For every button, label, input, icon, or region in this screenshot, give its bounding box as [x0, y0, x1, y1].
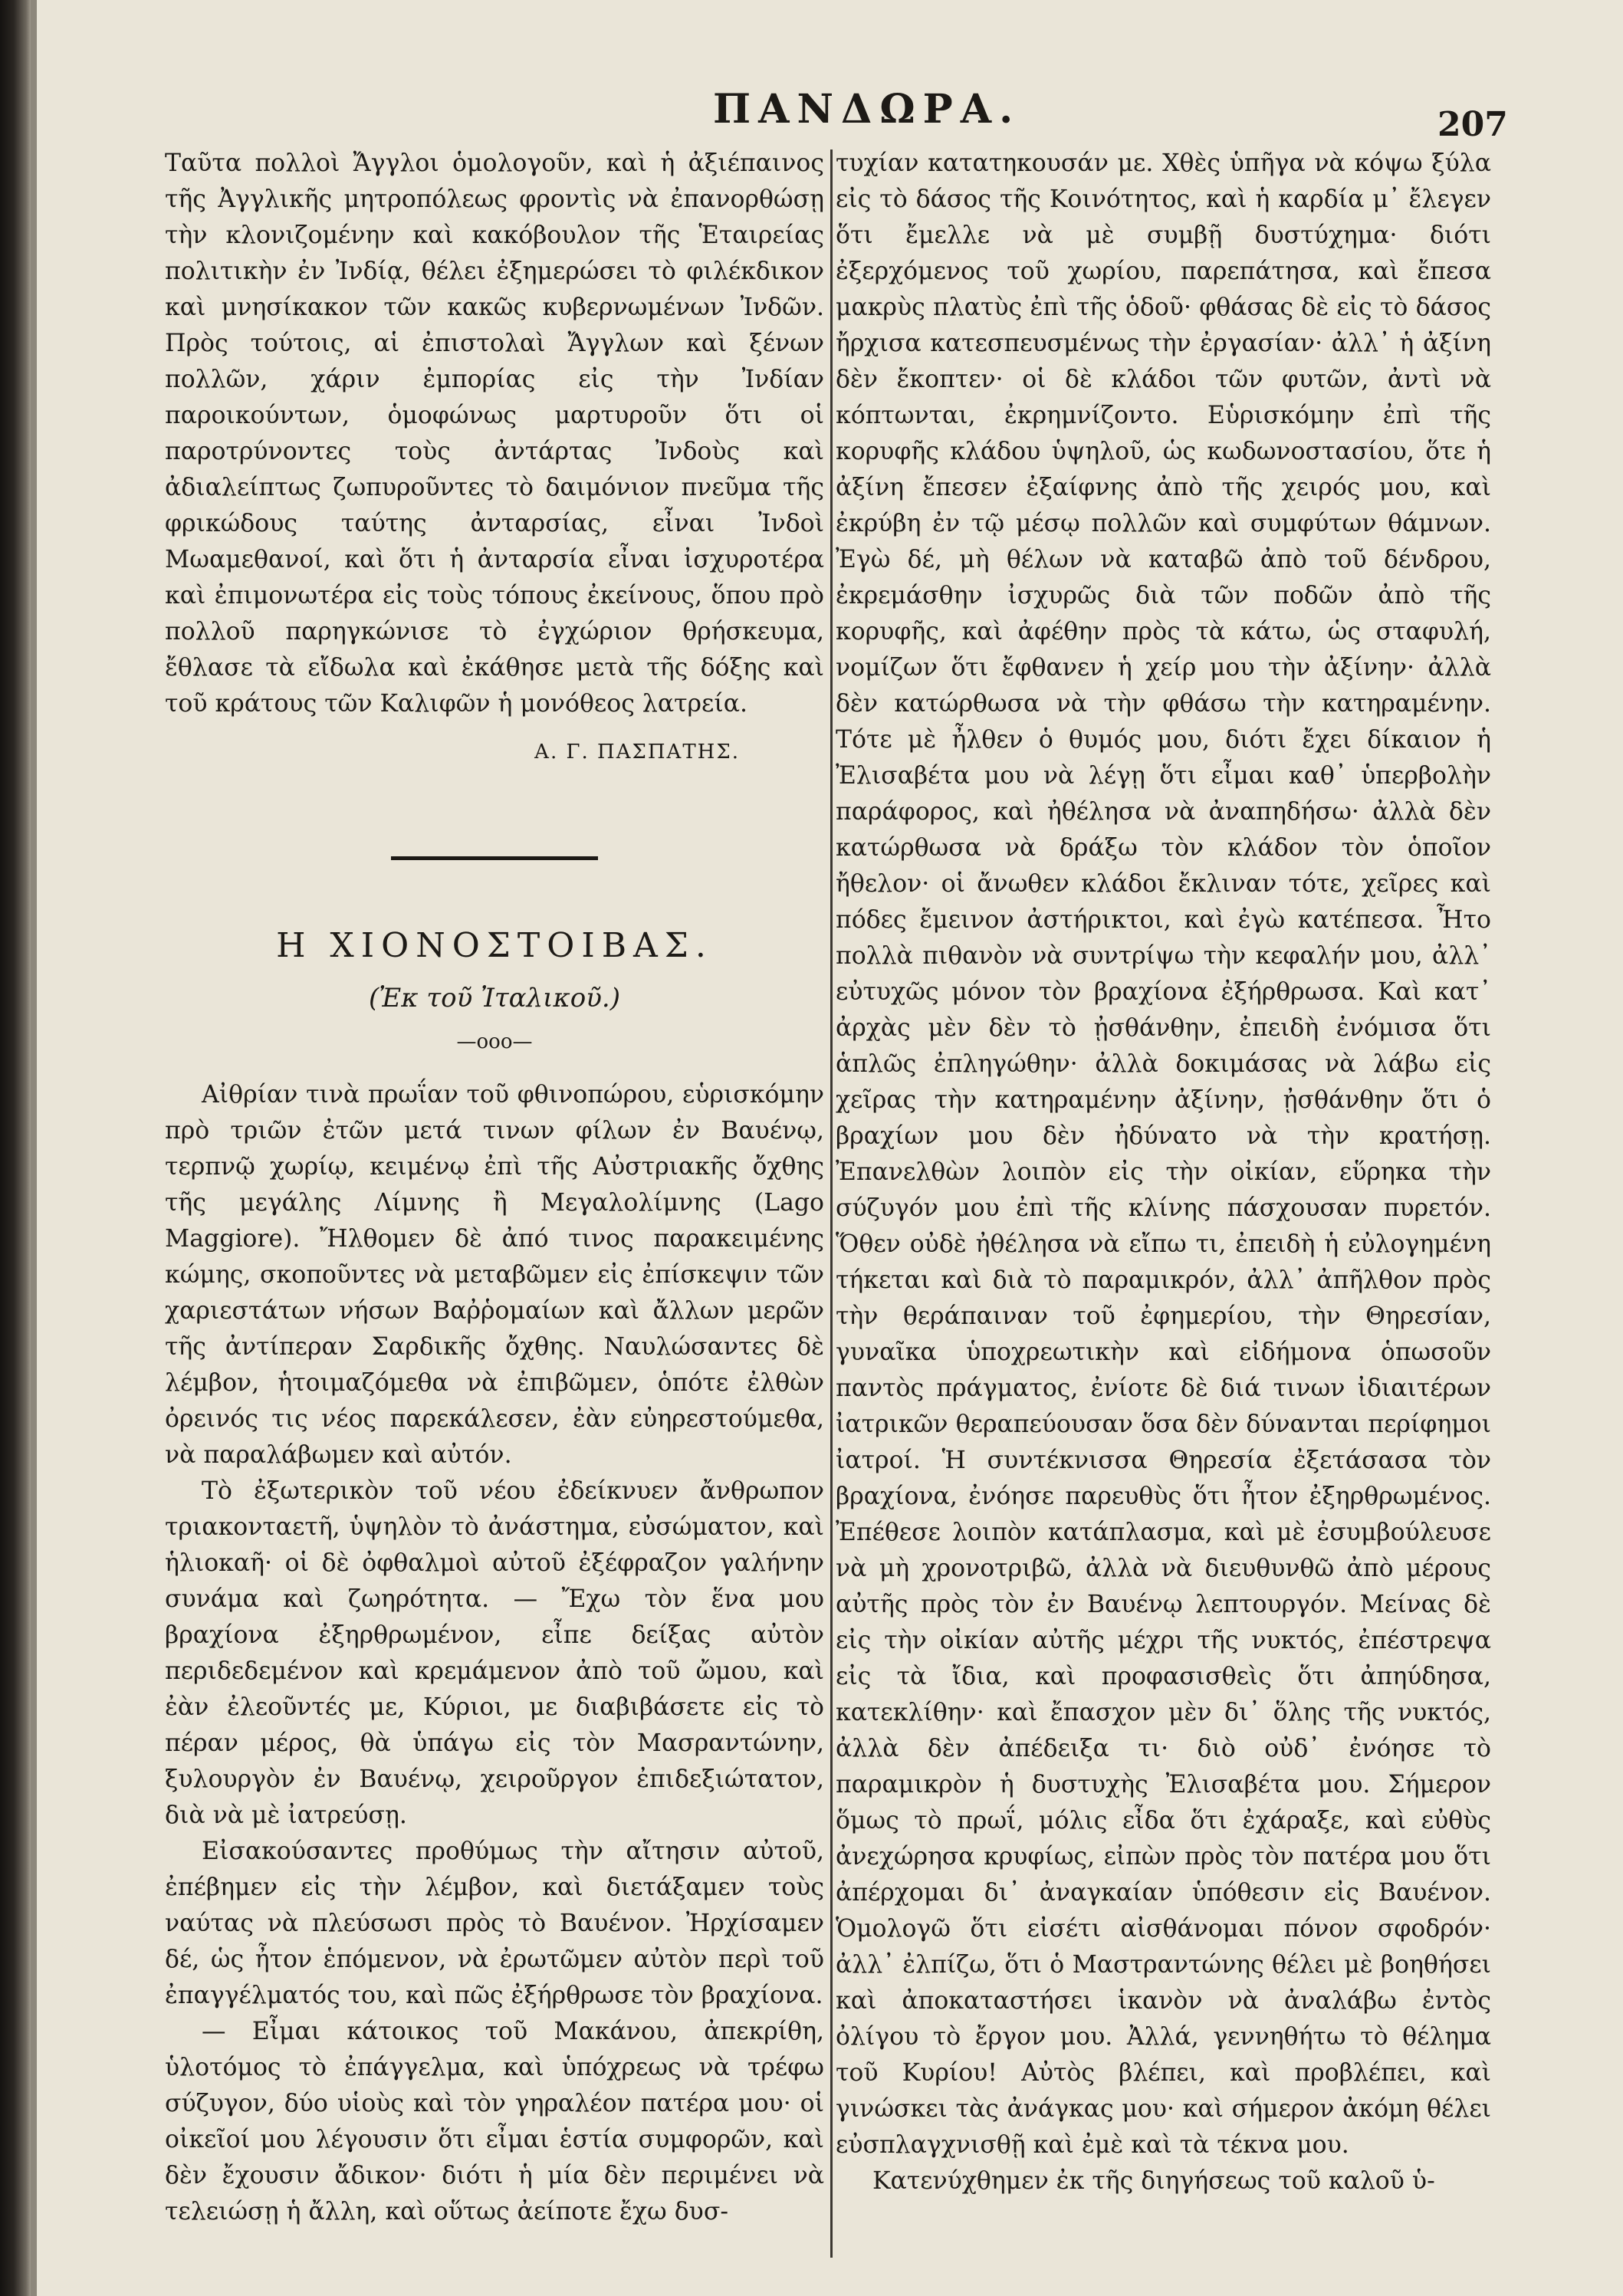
page-number: 207: [1437, 105, 1508, 144]
book-spine-edge: [31, 0, 37, 2296]
left-column: [165, 146, 824, 2230]
right-column: [836, 146, 1491, 2199]
article-paragraph: Εἰσακούσαντες προθύμως τὴν αἴτησιν αὐτοῦ, ἐπέβημεν εἰς τὴν λέμβον, καὶ διετάξαμεν τοὺς ναύτας νὰ πλεύσωσι πρὸς τὸ Βαυένον. Ἠρχίσαμεν δέ, ὡς ἦτον ἑπόμενον, νὰ ἐρωτῶμεν αὐτὸν περὶ τοῦ ἐπαγγέλματός του, καὶ πῶς ἐξήρθρωσε τὸν βραχίονα.: [165, 1838, 824, 2009]
section-rule: [391, 856, 598, 860]
article-paragraph: τυχίαν κατατηκουσάν με. Χθὲς ὑπῆγα νὰ κόψω ξύλα εἰς τὸ δάσος τῆς Κοινότητος, καὶ ἡ καρδία μ᾽ ἔλεγεν ὅτι ἔμελλε νὰ μὲ συμβῇ δυστύχημα· διότι ἐξερχόμενος τοῦ χωρίου, παρεπάτησα, καὶ ἔπεσα μακρὺς πλατὺς ἐπὶ τῆς ὁδοῦ· φθάσας δὲ εἰς τὸ δάσος ἤρχισα κατεσπευσμένως τὴν ἐργασίαν· ἀλλ᾽ ἡ ἀξίνη δὲν ἔκοπτεν· οἱ δὲ κλάδοι τῶν φυτῶν, ἀντὶ νὰ κόπτωνται, ἐκρημνίζοντο. Εὑρισκόμην ἐπὶ τῆς κορυφῆς κλάδου ὑψηλοῦ, ὡς κωδωνοστασίου, ὅτε ἡ ἀξίνη ἔπεσεν ἐξαίφνης ἀπὸ τῆς χειρός μου, καὶ ἐκρύβη ἐν τῷ μέσῳ πολλῶν καὶ συμφύτων θάμνων. Ἐγὼ δέ, μὴ θέλων νὰ καταβῶ ἀπὸ τοῦ δένδρου, ἐκρεμάσθην ἰσχυρῶς διὰ τῶν ποδῶν ἀπὸ τῆς κορυφῆς, καὶ ἀφέθην πρὸς τὰ κάτω, ὡς σταφυλή, νομίζων ὅτι ἔφθανεν ἡ χείρ μου τὴν ἀξίνην· ἀλλὰ δὲν κατώρθωσα νὰ τὴν φθάσω τὴν κατηραμένην. Τότε μὲ ἦλθεν ὁ θυμός μου, διότι ἔχει δίκαιον ἡ Ἐλισαβέτα μου νὰ λέγῃ ὅτι εἶμαι καθ᾽ ὑπερβολὴν παράφορος, καὶ ἠθέλησα νὰ ἀναπηδήσω· ἀλλὰ δὲν κατώρθωσα νὰ δράξω τὸν κλάδον τὸν ὁποῖον ἤθελον· οἱ ἄνωθεν κλάδοι ἔκλιναν τότε, χεῖρες καὶ πόδες ἔμεινον ἀστήρικτοι, καὶ ἐγὼ κατέπεσα. Ἦτο πολλὰ πιθανὸν νὰ συντρίψω τὴν κεφαλήν μου, ἀλλ᾽ εὐτυχῶς μόνον τὸν βραχίονα ἐξήρθρωσα. Καὶ κατ᾽ ἀρχὰς μὲν δὲν τὸ ᾐσθάνθην, ἐπειδὴ ἐνόμισα ὅτι ἁπλῶς ἐπληγώθην· ἀλλὰ δοκιμάσας νὰ λάβω εἰς χεῖρας τὴν κατηραμένην ἀξίνην, ᾐσθάνθην ὅτι ὁ βραχίων μου δὲν ἠδύνατο νὰ τὴν κρατήσῃ. Ἐπανελθὼν λοιπὸν εἰς τὴν οἰκίαν, εὕρηκα τὴν σύζυγόν μου ἐπὶ τῆς κλίνης πάσχουσαν πυρετόν. Ὅθεν οὐδὲ ἠθέλησα νὰ εἴπω τι, ἐπειδὴ ἡ εὐλογημένη τήκεται καὶ διὰ τὸ παραμικρόν, ἀλλ᾽ ἀπῆλθον πρὸς τὴν θεράπαιναν τοῦ ἐφημερίου, τὴν Θηρεσίαν, γυναῖκα ὑποχρεωτικὴν καὶ εἰδήμονα ὁπωσοῦν παντὸς πράγματος, ἐνίοτε δὲ διά τινων ἰδιαιτέρων ἰατρικῶν θεραπεύουσαν ὅσα δὲν δύνανται περίφημοι ἰατροί. Ἡ συντέκνισσα Θηρεσία ἐξετάσασα τὸν βραχίονα, ἐνόησε παρευθὺς ὅτι ἦτον ἐξηρθρωμένος. Ἐπέθεσε λοιπὸν κατάπλασμα, καὶ μὲ ἐσυμβούλευσε νὰ μὴ χρονοτριβῶ, ἀλλὰ νὰ διευθυνθῶ ἀπὸ μέρους αὐτῆς πρὸς τὸν ἐν Βαυένῳ λεπτουργόν. Μείνας δὲ εἰς τὴν οἰκίαν αὐτῆς μέχρι τῆς νυκτός, ἐπέστρεψα εἰς τὰ ἴδια, καὶ προφασισθεὶς ὅτι ἀπηύδησα, κατεκλίθην· καὶ ἔπασχον μὲν δι᾽ ὅλης τῆς νυκτός, ἀλλὰ δὲν ἀπέδειξα τι· διὸ οὐδ᾽ ἐνόησε τὸ παραμικρὸν ἡ δυστυχὴς Ἐλισαβέτα μου. Σήμερον ὅμως τὸ πρωΐ, μόλις εἶδα ὅτι ἐχάραξε, καὶ εὐθὺς ἀνεχώρησα κρυφίως, εἰπὼν πρὸς τὸν πατέρα μου ὅτι ἀπέρχομαι δι᾽ ἀναγκαίαν ὑπόθεσιν εἰς Βαυένον. Ὁμολογῶ ὅτι εἰσέτι αἰσθάνομαι πόνον σφοδρόν· ἀλλ᾽ ἐλπίζω, ὅτι ὁ Μαστραντώνης θέλει μὲ βοηθήσει καὶ ἀποκαταστήσει ἱκανὸν νὰ ἀναλάβω ἐντὸς ὀλίγου τὸ ἔργον μου. Ἀλλά, γεννηθήτω τὸ θέλημα τοῦ Κυρίου! Αὐτὸς βλέπει, καὶ προβλέπει, καὶ γινώσκει τὰς ἀνάγκας μου· καὶ σήμερον ἀκόμη θέλει εὐσπλαγχνισθῇ καὶ ἐμὲ καὶ τὰ τέκνα μου.: [836, 149, 1491, 2159]
running-head: ΠΑΝΔΩΡΑ.: [713, 86, 1021, 133]
article-paragraph: Τὸ ἐξωτερικὸν τοῦ νέου ἐδείκνυεν ἄνθρωπον τριακονταετῆ, ὑψηλὸν τὸ ἀνάστημα, εὐσώματον, καὶ ἡλιοκαῆ· οἱ δὲ ὀφθαλμοὶ αὐτοῦ ἐξέφραζον γαλήνην συνάμα καὶ ζωηρότητα. — Ἔχω τὸν ἕνα μου βραχίονα ἐξηρθρωμένον, εἶπε δείξας αὐτὸν περιδεδεμένον καὶ κρεμάμενον ἀπὸ τοῦ ὤμου, καὶ ἐὰν ἐλεοῦντές με, Κύριοι, με διαβιβάσετε εἰς τὸ πέραν μέρος, θὰ ὑπάγω εἰς τὸν Μασραντώνην, ξυλουργὸν ἐν Βαυένῳ, χειροῦργον ἐπιδεξιώτατον, διὰ νὰ μὲ ἰατρεύσῃ.: [165, 1477, 824, 1829]
article-subtitle: (Ἐκ τοῦ Ἰταλικοῦ.): [369, 983, 620, 1013]
article-paragraph: Αἰθρίαν τινὰ πρωΐαν τοῦ φθινοπώρου, εὑρισκόμην πρὸ τριῶν ἐτῶν μετά τινων φίλων ἐν Βαυένῳ, τερπνῷ χωρίῳ, κειμένῳ ἐπὶ τῆς Αὐστριακῆς ὄχθης τῆς μεγάλης Λίμνης ἢ Μεγαλολίμνης (Lago Maggiore). Ἤλθομεν δὲ ἀπό τινος παρακειμένης κώμης, σκοποῦντες νὰ μεταβῶμεν εἰς ἐπίσκεψιν τῶν χαριεστάτων νήσων Βαῤῥομαίων καὶ ἄλλων μερῶν τῆς ἀντίπεραν Σαρδικῆς ὄχθης. Ναυλώσαντες δὲ λέμβον, ἡτοιμαζόμεθα νὰ ἐπιβῶμεν, ὁπότε ἐλθὼν ὀρεινός τις νέος παρεκάλεσεν, ἐὰν εὐηρεστούμεθα, νὰ παραλάβωμεν καὶ αὐτόν.: [165, 1081, 824, 1469]
column-divider: [830, 149, 833, 2258]
author-signature: Α. Γ. ΠΑΣΠΑΤΗΣ.: [534, 741, 740, 764]
intro-paragraph: Ταῦτα πολλοὶ Ἄγγλοι ὁμολογοῦν, καὶ ἡ ἀξιέπαινος τῆς Ἀγγλικῆς μητροπόλεως φροντὶς νὰ ἐπανορθώσῃ τὴν κλονιζομένην καὶ κακόβουλον τῆς Ἑταιρείας πολιτικὴν ἐν Ἰνδίᾳ, θέλει ἐξημερώσει τὸ φιλέκδικον καὶ μνησίκακον τῶν κακῶς κυβερνωμένων Ἰνδῶν. Πρὸς τούτοις, αἱ ἐπιστολαὶ Ἄγγλων καὶ ξένων πολλῶν, χάριν ἐμπορίας εἰς τὴν Ἰνδίαν παροικούντων, ὁμοφώνως μαρτυροῦν ὅτι οἱ παροτρύνοντες τοὺς ἀντάρτας Ἰνδοὺς καὶ ἀδιαλείπτως ζωπυροῦντες τὸ δαιμόνιον πνεῦμα τῆς φρικώδους ταύτης ἀνταρσίας, εἶναι Ἰνδοὶ Μωαμεθανοί, καὶ ὅτι ἡ ἀνταρσία εἶναι ἰσχυροτέρα καὶ ἐπιμονωτέρα εἰς τοὺς τόπους ἐκείνους, ὅπου πρὸ πολλοῦ παρηγκώνισε τὸ ἐγχώριον θρήσκευμα, ἔθλασε τὰ εἴδωλα καὶ ἐκάθησε μετὰ τῆς δόξης καὶ τοῦ κράτους τῶν Καλιφῶν ἡ μονόθεος λατρεία.: [165, 149, 824, 718]
article-paragraph: Κατενύχθημεν ἐκ τῆς διηγήσεως τοῦ καλοῦ ὑ-: [872, 2167, 1435, 2195]
article-paragraph: — Εἶμαι κάτοικος τοῦ Μακάνου, ἀπεκρίθη, ὑλοτόμος τὸ ἐπάγγελμα, καὶ ὑπόχρεως νὰ τρέφω σύζυγον, δύο υἱοὺς καὶ τὸν γηραλέον πατέρα μου· οἱ οἰκεῖοί μου λέγουσιν ὅτι εἶμαι ἑστία συμφορῶν, καὶ δὲν ἔχουσιν ἄδικον· διότι ἡ μία δὲν περιμένει νὰ τελειώσῃ ἡ ἄλλη, καὶ οὕτως ἀείποτε ἔχω δυσ-: [165, 2018, 824, 2225]
title-ornament: —ooo—: [456, 1030, 533, 1053]
article-title: Η ΧΙΟΝΟΣΤΟΙΒΑΣ.: [276, 926, 713, 965]
